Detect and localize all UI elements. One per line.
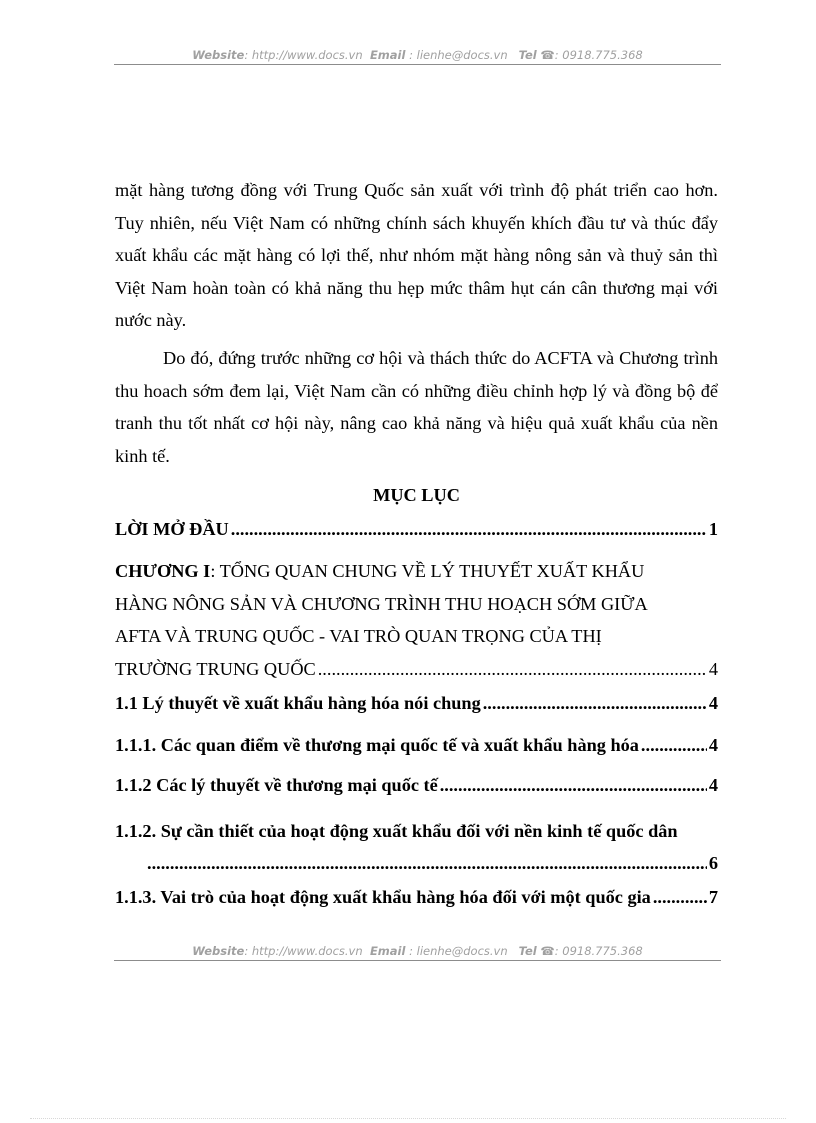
email-text: : lienhe@docs.vn (409, 48, 508, 62)
toc-leader (653, 887, 707, 908)
tel-text: : 0918.775.368 (554, 944, 643, 958)
tel-label: Tel (518, 944, 537, 958)
toc-leader (231, 519, 707, 540)
toc-leader (318, 653, 707, 686)
toc-entry-1-1-3 (115, 887, 718, 908)
tel-label: Tel (518, 48, 537, 62)
toc-chapter-line-2: HÀNG NÔNG SẢN VÀ CHƯƠNG TRÌNH THU HOẠCH SỚM GIỮA (115, 593, 648, 614)
email-text: : lienhe@docs.vn (409, 944, 508, 958)
toc-entry-intro (115, 519, 718, 540)
toc-entry-page: 4 (708, 658, 718, 679)
toc-entry-text: 1.1.2. Sự cần thiết của hoạt động xuất khẩu đối với nền kinh tế quốc dân (115, 821, 678, 841)
toc-entry-text: 1.1.2 Các lý thuyết về thương mại quốc tế (115, 775, 438, 795)
toc-chapter-line-3: AFTA VÀ TRUNG QUỐC - VAI TRÒ QUAN TRỌNG CỦA THỊ (115, 626, 602, 646)
toc-chapter-line-4: TRƯỜNG TRUNG QUỐC (115, 658, 316, 679)
toc-entry-text: 1.1.3. Vai trò của hoạt động xuất khẩu hàng hóa đối với một quốc gia (115, 887, 651, 907)
tel-text: : 0918.775.368 (554, 48, 643, 62)
toc-entry-text: LỜI MỞ ĐẦU (115, 519, 229, 539)
page-footer (114, 944, 721, 961)
phone-icon: ☎ (540, 944, 555, 958)
toc-leader (147, 847, 707, 879)
website-text: : http://www.docs.vn (244, 48, 363, 62)
toc-leader (483, 693, 707, 714)
email-label: Email (369, 944, 406, 958)
toc-entry-page: 1 (708, 519, 718, 539)
toc-entry-page: 4 (708, 693, 718, 713)
body-paragraph-2: Do đó, đứng trước những cơ hội và thách thức do ACFTA và Chương trình thu hoach sớm đem lại, Việt Nam cần có những điều chỉnh hợp lý và đồng bộ để tranh thu tốt nhất cơ hội này, nâng cao khả năng và hiệu quả xuất khẩu của nền kinh tế. (115, 348, 718, 466)
toc-entry-text: 1.1.1. Các quan điểm về thương mại quốc tế và xuất khẩu hàng hóa (115, 735, 639, 755)
page-fold-line (30, 1118, 786, 1119)
website-text: : http://www.docs.vn (244, 944, 363, 958)
toc-leader (641, 735, 707, 756)
toc-entry-1-1-2-b (115, 815, 718, 879)
toc-title: MỤC LỤC (373, 485, 460, 505)
toc-entry-page: 7 (708, 887, 718, 907)
toc-chapter-line-1: : TỔNG QUAN CHUNG VỀ LÝ THUYẾT XUẤT KHẨU (210, 561, 645, 581)
toc-entry-text: 1.1 Lý thuyết về xuất khẩu hàng hóa nói chung (115, 693, 481, 713)
toc-chapter-prefix: CHƯƠNG I (115, 561, 211, 581)
website-label: Website (192, 944, 245, 958)
website-label: Website (192, 48, 245, 62)
toc-entry-page: 4 (708, 735, 718, 755)
toc-entry-1-1 (115, 693, 718, 714)
toc-entry-1-1-1 (115, 735, 718, 756)
toc-entry-chapter-1 (115, 555, 718, 685)
body-paragraph-1: mặt hàng tương đồng với Trung Quốc sản xuất với trình độ phát triển cao hơn. Tuy nhiên, nếu Việt Nam có những chính sách khuyến khích đầu tư và thúc đẩy xuất khẩu các mặt hàng có lợi thế, như nhóm mặt hàng nông sản và thuỷ sản thì Việt Nam hoàn toàn có khả năng thu hẹp mức thâm hụt cán cân thương mại với nước này. (115, 180, 718, 330)
toc-entry-page: 4 (708, 775, 718, 795)
page-header (114, 48, 721, 65)
toc-entry-page: 6 (708, 853, 718, 873)
phone-icon: ☎ (540, 48, 555, 62)
toc-leader (440, 775, 707, 796)
toc-entry-1-1-2 (115, 775, 718, 796)
email-label: Email (369, 48, 406, 62)
